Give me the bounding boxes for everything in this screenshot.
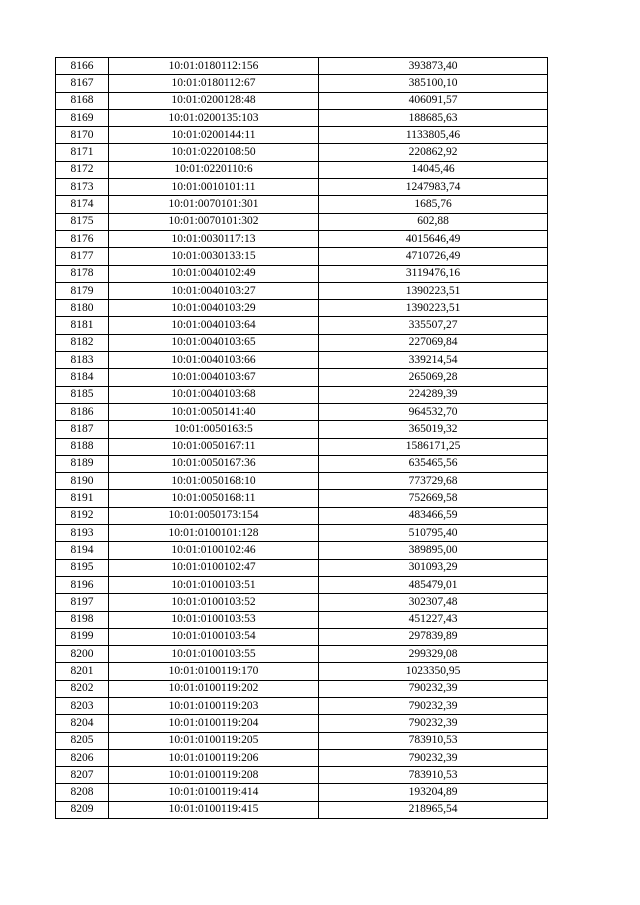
cadastral-value-cell: 265069,28 [319, 369, 548, 386]
cadastral-number-cell: 10:01:0180112:156 [109, 58, 319, 75]
row-number-cell: 8169 [56, 109, 109, 126]
row-number-cell: 8190 [56, 473, 109, 490]
cadastral-number-cell: 10:01:0100103:53 [109, 611, 319, 628]
cadastral-value-cell: 3119476,16 [319, 265, 548, 282]
cadastral-value-cell: 1390223,51 [319, 282, 548, 299]
cadastral-value-cell: 964532,70 [319, 403, 548, 420]
cadastral-number-cell: 10:01:0040103:67 [109, 369, 319, 386]
cadastral-number-cell: 10:01:0100103:55 [109, 646, 319, 663]
cadastral-number-cell: 10:01:0100119:205 [109, 732, 319, 749]
cadastral-number-cell: 10:01:0200128:48 [109, 92, 319, 109]
table-row [56, 282, 548, 299]
row-number-cell: 8176 [56, 230, 109, 247]
row-number-cell: 8209 [56, 801, 109, 818]
cadastral-number-cell: 10:01:0100119:208 [109, 767, 319, 784]
cadastral-value-cell: 783910,53 [319, 767, 548, 784]
cadastral-value-cell: 299329,08 [319, 646, 548, 663]
table-row [56, 559, 548, 576]
cadastral-number-cell: 10:01:0040103:27 [109, 282, 319, 299]
cadastral-value-cell: 218965,54 [319, 801, 548, 818]
row-number-cell: 8174 [56, 196, 109, 213]
row-number-cell: 8185 [56, 386, 109, 403]
cadastral-number-cell: 10:01:0200135:103 [109, 109, 319, 126]
row-number-cell: 8168 [56, 92, 109, 109]
row-number-cell: 8171 [56, 144, 109, 161]
cadastral-value-cell: 790232,39 [319, 749, 548, 766]
cadastral-number-cell: 10:01:0050163:5 [109, 421, 319, 438]
cadastral-number-cell: 10:01:0100119:415 [109, 801, 319, 818]
cadastral-number-cell: 10:01:0180112:67 [109, 75, 319, 92]
row-number-cell: 8172 [56, 161, 109, 178]
table-row [56, 109, 548, 126]
cadastral-value-cell: 302307,48 [319, 594, 548, 611]
table-row [56, 697, 548, 714]
cadastral-value-cell: 393873,40 [319, 58, 548, 75]
cadastral-value-cell: 783910,53 [319, 732, 548, 749]
cadastral-value-cell: 1133805,46 [319, 127, 548, 144]
table-row [56, 749, 548, 766]
cadastral-number-cell: 10:01:0220108:50 [109, 144, 319, 161]
cadastral-number-cell: 10:01:0070101:301 [109, 196, 319, 213]
cadastral-value-cell: 510795,40 [319, 525, 548, 542]
table-row [56, 317, 548, 334]
cadastral-value-cell: 1023350,95 [319, 663, 548, 680]
cadastral-number-cell: 10:01:0030117:13 [109, 230, 319, 247]
row-number-cell: 8198 [56, 611, 109, 628]
cadastral-number-cell: 10:01:0050167:11 [109, 438, 319, 455]
cadastral-number-cell: 10:01:0100103:52 [109, 594, 319, 611]
cadastral-number-cell: 10:01:0050168:10 [109, 473, 319, 490]
cadastral-value-cell: 335507,27 [319, 317, 548, 334]
cadastral-number-cell: 10:01:0050141:40 [109, 403, 319, 420]
cadastral-number-cell: 10:01:0100119:206 [109, 749, 319, 766]
cadastral-number-cell: 10:01:0040102:49 [109, 265, 319, 282]
table-row [56, 369, 548, 386]
table-row [56, 784, 548, 801]
cadastral-number-cell: 10:01:0030133:15 [109, 248, 319, 265]
table-row [56, 767, 548, 784]
table-row [56, 75, 548, 92]
table-row [56, 58, 548, 75]
row-number-cell: 8179 [56, 282, 109, 299]
row-number-cell: 8191 [56, 490, 109, 507]
table-row [56, 300, 548, 317]
cadastral-value-cell: 227069,84 [319, 334, 548, 351]
table-row [56, 352, 548, 369]
table-row [56, 386, 548, 403]
cadastral-value-cell: 406091,57 [319, 92, 548, 109]
table-row [56, 576, 548, 593]
cadastral-value-cell: 193204,89 [319, 784, 548, 801]
cadastral-value-cell: 365019,32 [319, 421, 548, 438]
cadastral-number-cell: 10:01:0010101:11 [109, 179, 319, 196]
row-number-cell: 8177 [56, 248, 109, 265]
cadastral-value-cell: 14045,46 [319, 161, 548, 178]
cadastral-value-cell: 301093,29 [319, 559, 548, 576]
table-row [56, 144, 548, 161]
cadastral-number-cell: 10:01:0100102:47 [109, 559, 319, 576]
row-number-cell: 8201 [56, 663, 109, 680]
cadastral-number-cell: 10:01:0040103:65 [109, 334, 319, 351]
row-number-cell: 8189 [56, 455, 109, 472]
table-row [56, 230, 548, 247]
table-row [56, 334, 548, 351]
row-number-cell: 8192 [56, 507, 109, 524]
cadastral-value-cell: 1685,76 [319, 196, 548, 213]
cadastral-number-cell: 10:01:0100102:46 [109, 542, 319, 559]
table-row [56, 680, 548, 697]
row-number-cell: 8206 [56, 749, 109, 766]
cadastral-value-cell: 790232,39 [319, 697, 548, 714]
row-number-cell: 8203 [56, 697, 109, 714]
cadastral-value-cell: 602,88 [319, 213, 548, 230]
row-number-cell: 8200 [56, 646, 109, 663]
cadastral-value-cell: 4015646,49 [319, 230, 548, 247]
table-row [56, 179, 548, 196]
cadastral-value-cell: 790232,39 [319, 715, 548, 732]
table-row [56, 542, 548, 559]
table-row [56, 507, 548, 524]
table-row [56, 438, 548, 455]
cadastral-number-cell: 10:01:0050173:154 [109, 507, 319, 524]
row-number-cell: 8166 [56, 58, 109, 75]
cadastral-value-cell: 339214,54 [319, 352, 548, 369]
row-number-cell: 8197 [56, 594, 109, 611]
row-number-cell: 8196 [56, 576, 109, 593]
table-body [56, 58, 548, 819]
table-row [56, 196, 548, 213]
cadastral-value-table [55, 57, 548, 819]
cadastral-value-cell: 188685,63 [319, 109, 548, 126]
row-number-cell: 8167 [56, 75, 109, 92]
table-row [56, 248, 548, 265]
cadastral-number-cell: 10:01:0070101:302 [109, 213, 319, 230]
cadastral-number-cell: 10:01:0040103:29 [109, 300, 319, 317]
row-number-cell: 8181 [56, 317, 109, 334]
cadastral-value-cell: 485479,01 [319, 576, 548, 593]
table-row [56, 265, 548, 282]
row-number-cell: 8208 [56, 784, 109, 801]
cadastral-value-cell: 220862,92 [319, 144, 548, 161]
table-row [56, 732, 548, 749]
table-row [56, 473, 548, 490]
row-number-cell: 8182 [56, 334, 109, 351]
row-number-cell: 8195 [56, 559, 109, 576]
cadastral-value-cell: 1390223,51 [319, 300, 548, 317]
table-row [56, 213, 548, 230]
cadastral-value-cell: 389895,00 [319, 542, 548, 559]
cadastral-value-cell: 752669,58 [319, 490, 548, 507]
cadastral-number-cell: 10:01:0100103:51 [109, 576, 319, 593]
cadastral-number-cell: 10:01:0200144:11 [109, 127, 319, 144]
table-row [56, 715, 548, 732]
table-row [56, 161, 548, 178]
row-number-cell: 8193 [56, 525, 109, 542]
table-row [56, 594, 548, 611]
cadastral-value-cell: 297839,89 [319, 628, 548, 645]
cadastral-value-cell: 451227,43 [319, 611, 548, 628]
cadastral-number-cell: 10:01:0100103:54 [109, 628, 319, 645]
row-number-cell: 8180 [56, 300, 109, 317]
cadastral-number-cell: 10:01:0100119:170 [109, 663, 319, 680]
cadastral-value-cell: 1247983,74 [319, 179, 548, 196]
cadastral-value-cell: 4710726,49 [319, 248, 548, 265]
cadastral-value-cell: 773729,68 [319, 473, 548, 490]
table-row [56, 663, 548, 680]
cadastral-number-cell: 10:01:0050168:11 [109, 490, 319, 507]
table-row [56, 525, 548, 542]
cadastral-number-cell: 10:01:0100119:202 [109, 680, 319, 697]
table-row [56, 611, 548, 628]
table-row [56, 127, 548, 144]
row-number-cell: 8202 [56, 680, 109, 697]
row-number-cell: 8175 [56, 213, 109, 230]
row-number-cell: 8204 [56, 715, 109, 732]
cadastral-number-cell: 10:01:0100101:128 [109, 525, 319, 542]
cadastral-number-cell: 10:01:0100119:204 [109, 715, 319, 732]
cadastral-number-cell: 10:01:0220110:6 [109, 161, 319, 178]
row-number-cell: 8188 [56, 438, 109, 455]
cadastral-number-cell: 10:01:0040103:68 [109, 386, 319, 403]
cadastral-number-cell: 10:01:0100119:414 [109, 784, 319, 801]
cadastral-value-cell: 483466,59 [319, 507, 548, 524]
row-number-cell: 8178 [56, 265, 109, 282]
table-row [56, 403, 548, 420]
cadastral-value-cell: 385100,10 [319, 75, 548, 92]
cadastral-number-cell: 10:01:0040103:64 [109, 317, 319, 334]
row-number-cell: 8184 [56, 369, 109, 386]
table-row [56, 92, 548, 109]
table-row [56, 421, 548, 438]
cadastral-number-cell: 10:01:0100119:203 [109, 697, 319, 714]
cadastral-value-cell: 790232,39 [319, 680, 548, 697]
row-number-cell: 8186 [56, 403, 109, 420]
cadastral-value-cell: 1586171,25 [319, 438, 548, 455]
table-row [56, 490, 548, 507]
cadastral-value-cell: 635465,56 [319, 455, 548, 472]
table-row [56, 801, 548, 818]
row-number-cell: 8205 [56, 732, 109, 749]
table-row [56, 646, 548, 663]
row-number-cell: 8183 [56, 352, 109, 369]
row-number-cell: 8199 [56, 628, 109, 645]
cadastral-number-cell: 10:01:0040103:66 [109, 352, 319, 369]
table-row [56, 628, 548, 645]
row-number-cell: 8207 [56, 767, 109, 784]
row-number-cell: 8170 [56, 127, 109, 144]
row-number-cell: 8194 [56, 542, 109, 559]
row-number-cell: 8173 [56, 179, 109, 196]
cadastral-number-cell: 10:01:0050167:36 [109, 455, 319, 472]
cadastral-value-cell: 224289,39 [319, 386, 548, 403]
table-row [56, 455, 548, 472]
row-number-cell: 8187 [56, 421, 109, 438]
